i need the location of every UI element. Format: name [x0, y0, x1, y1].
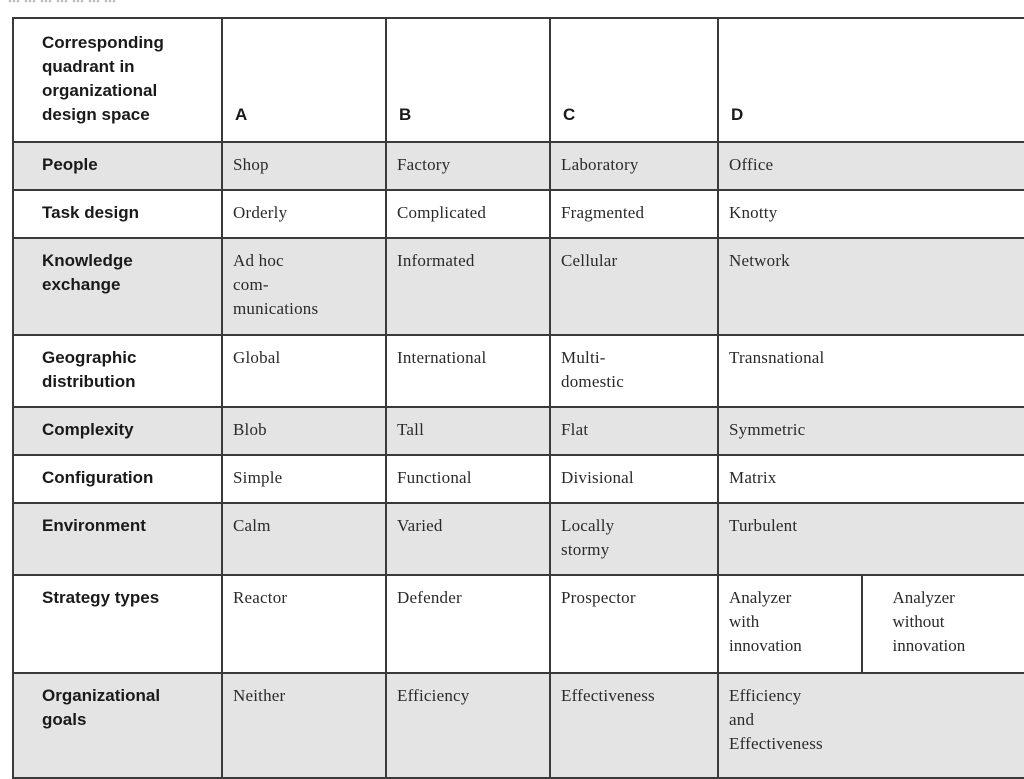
table-cell: Varied: [386, 503, 550, 575]
column-header-d: D: [718, 18, 1024, 142]
cropped-caption: [8, 0, 548, 5]
row-label: Knowledge exchange: [13, 238, 222, 335]
table-cell: Transnational: [718, 335, 1024, 407]
table-cell: Calm: [222, 503, 386, 575]
table-cell: Neither: [222, 673, 386, 778]
table-cell: Analyzer with innovation: [719, 576, 861, 672]
table-cell: Fragmented: [550, 190, 718, 238]
table-cell: Orderly: [222, 190, 386, 238]
table-cell: Informated: [386, 238, 550, 335]
column-header-b: B: [386, 18, 550, 142]
table-cell: Symmetric: [718, 407, 1024, 455]
column-header-c: C: [550, 18, 718, 142]
table-cell: Simple: [222, 455, 386, 503]
row-label: Geographic distribution: [13, 335, 222, 407]
split-cell: [718, 575, 1024, 673]
table-cell: Effectiveness: [550, 673, 718, 778]
table-row-knowledge-exchange: [13, 238, 1024, 335]
table-cell: Matrix: [718, 455, 1024, 503]
row-label: Complexity: [13, 407, 222, 455]
table-cell: Analyzer without innovation: [861, 576, 1024, 672]
table-cell: Divisional: [550, 455, 718, 503]
table-header-row: [13, 18, 1024, 142]
table-cell: Network: [718, 238, 1024, 335]
table-row-complexity: [13, 407, 1024, 455]
table-cell: Ad hoc com- munications: [222, 238, 386, 335]
table-cell: Knotty: [718, 190, 1024, 238]
table-cell: Shop: [222, 142, 386, 190]
table-cell: Functional: [386, 455, 550, 503]
row-label: Organizational goals: [13, 673, 222, 778]
organizational-design-table: [12, 17, 1024, 779]
table-cell: Efficiency and Effectiveness: [718, 673, 1024, 778]
table-row-organizational-goals: [13, 673, 1024, 778]
table-cell: Multi- domestic: [550, 335, 718, 407]
row-label: Task design: [13, 190, 222, 238]
table-row-strategy-types: [13, 575, 1024, 673]
table-cell: Global: [222, 335, 386, 407]
table-row-task-design: [13, 190, 1024, 238]
table-cell: Turbulent: [718, 503, 1024, 575]
table-cell: Efficiency: [386, 673, 550, 778]
table-cell: Blob: [222, 407, 386, 455]
row-label: Configuration: [13, 455, 222, 503]
table-cell: Cellular: [550, 238, 718, 335]
table-cell: Reactor: [222, 575, 386, 673]
row-label: People: [13, 142, 222, 190]
table-cell: Flat: [550, 407, 718, 455]
table-cell: Office: [718, 142, 1024, 190]
table-cell: Laboratory: [550, 142, 718, 190]
table-cell: Locally stormy: [550, 503, 718, 575]
table-cell: Factory: [386, 142, 550, 190]
table-cell: Prospector: [550, 575, 718, 673]
table-cell: Defender: [386, 575, 550, 673]
table-cell: International: [386, 335, 550, 407]
table-cell: Complicated: [386, 190, 550, 238]
table-row-configuration: [13, 455, 1024, 503]
row-label: Environment: [13, 503, 222, 575]
table-cell: Tall: [386, 407, 550, 455]
corner-header: Corresponding quadrant in organizational design space: [13, 18, 222, 142]
table-row-environment: [13, 503, 1024, 575]
table-row-people: [13, 142, 1024, 190]
table-row-geographic-distribution: [13, 335, 1024, 407]
row-label: Strategy types: [13, 575, 222, 673]
column-header-a: A: [222, 18, 386, 142]
